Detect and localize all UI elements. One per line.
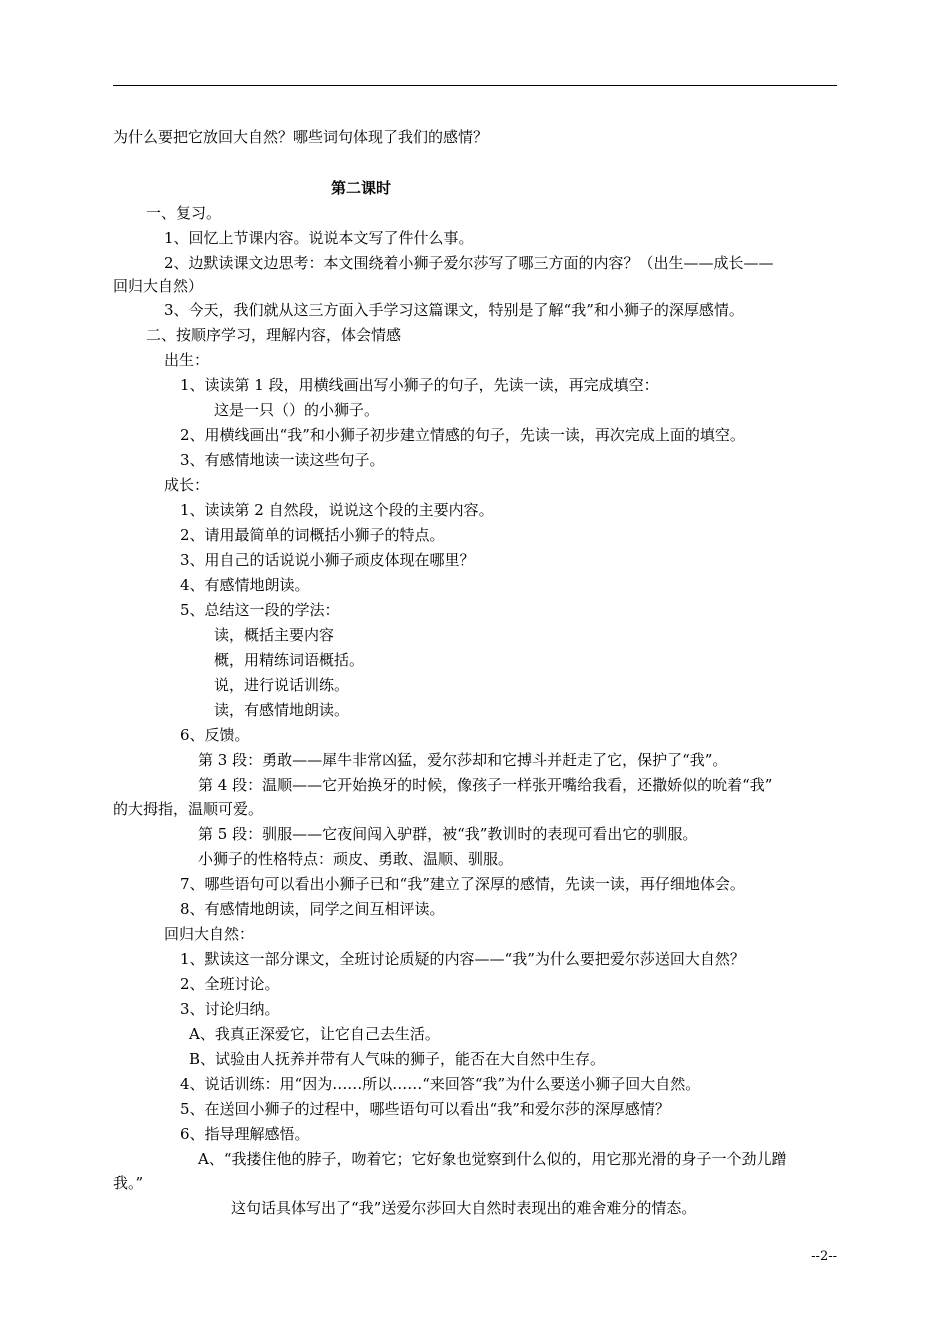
text-line: 6、指导理解感悟。 [180,1125,310,1143]
text-line: 5、总结这一段的学法： [180,601,340,619]
text-line: 1、读读第 1 段，用横线画出写小狮子的句子，先读一读，再完成填空： [180,376,659,394]
text-line: 3、有感情地读一读这些句子。 [180,451,385,469]
text-line: 第 3 段：勇敢——犀牛非常凶猛，爱尔莎却和它搏斗并赶走了它，保护了“我”。 [198,751,728,769]
text-line: 成长： [164,476,210,494]
section-heading: 第二课时 [331,179,392,197]
text-line: 5、在送回小狮子的过程中，哪些语句可以看出“我”和爱尔莎的深厚感情？ [180,1100,670,1118]
text-line: 第 5 段：驯服——它夜间闯入驴群，被“我”教训时的表现可看出它的驯服。 [198,825,698,843]
text-line: 1、默读这一部分课文，全班讨论质疑的内容——“我”为什么要把爱尔莎送回大自然？ [180,950,745,968]
text-line: 小狮子的性格特点：顽皮、勇敢、温顺、驯服。 [198,850,514,868]
text-line: A、“我搂住他的脖子，吻着它；它好象也觉察到什么似的，用它那光滑的身子一个劲儿蹭 [198,1150,787,1168]
text-line: 2、请用最简单的词概括小狮子的特点。 [180,526,445,544]
text-line: 3、用自己的话说说小狮子顽皮体现在哪里？ [180,551,475,569]
text-line: 说，进行说话训练。 [214,676,350,694]
text-line: 7、哪些语句可以看出小狮子已和“我”建立了深厚的感情，先读一读，再仔细地体会。 [180,875,745,893]
text-line: 6、反馈。 [180,726,250,744]
text-line: 为什么要把它放回大自然？哪些词句体现了我们的感情？ [113,128,489,146]
text-line: 3、今天，我们就从这三方面入手学习这篇课文，特别是了解“我”和小狮子的深厚感情。 [164,301,744,319]
page-number: --2-- [811,1249,837,1264]
text-line: 读，有感情地朗读。 [214,701,350,719]
text-line: 二、按顺序学习，理解内容，体会情感 [146,326,402,344]
text-line: 第 4 段：温顺——它开始换牙的时候，像孩子一样张开嘴给我看，还撒娇似的吮着“我” [198,776,773,794]
text-line: 4、有感情地朗读。 [180,576,310,594]
header-rule [113,85,837,86]
text-line: 这句话具体写出了“我”送爱尔莎回大自然时表现出的难舍难分的情态。 [231,1199,697,1217]
text-line: 读，概括主要内容 [214,626,335,644]
text-line: 出生： [164,351,210,369]
text-line: 2、全班讨论。 [180,975,280,993]
text-line: 我。” [113,1174,144,1192]
text-line: 回归大自然： [164,925,255,943]
text-line: 的大拇指，温顺可爱。 [113,800,264,818]
text-line: 8、有感情地朗读，同学之间互相评读。 [180,900,445,918]
text-line: 概，用精练词语概括。 [214,651,365,669]
text-line: 3、讨论归纳。 [180,1000,280,1018]
text-line: 2、边默读课文边思考：本文围绕着小狮子爱尔莎写了哪三方面的内容？（出生——成长—— [164,254,774,272]
text-line: 这是一只（）的小狮子。 [214,401,380,419]
text-line: 一、复习。 [146,204,222,222]
text-line: B、试验由人抚养并带有人气味的狮子，能否在大自然中生存。 [189,1050,606,1068]
text-line: 1、回忆上节课内容。说说本文写了件什么事。 [164,229,474,247]
text-line: 2、用横线画出“我”和小狮子初步建立情感的句子，先读一读，再次完成上面的填空。 [180,426,745,444]
text-line: 4、说话训练：用“因为……所以……“来回答“我”为什么要送小狮子回大自然。 [180,1075,701,1093]
text-line: A、我真正深爱它，让它自己去生活。 [189,1025,440,1043]
text-line: 1、读读第 2 自然段，说说这个段的主要内容。 [180,501,494,519]
text-line: 回归大自然） [113,277,204,295]
